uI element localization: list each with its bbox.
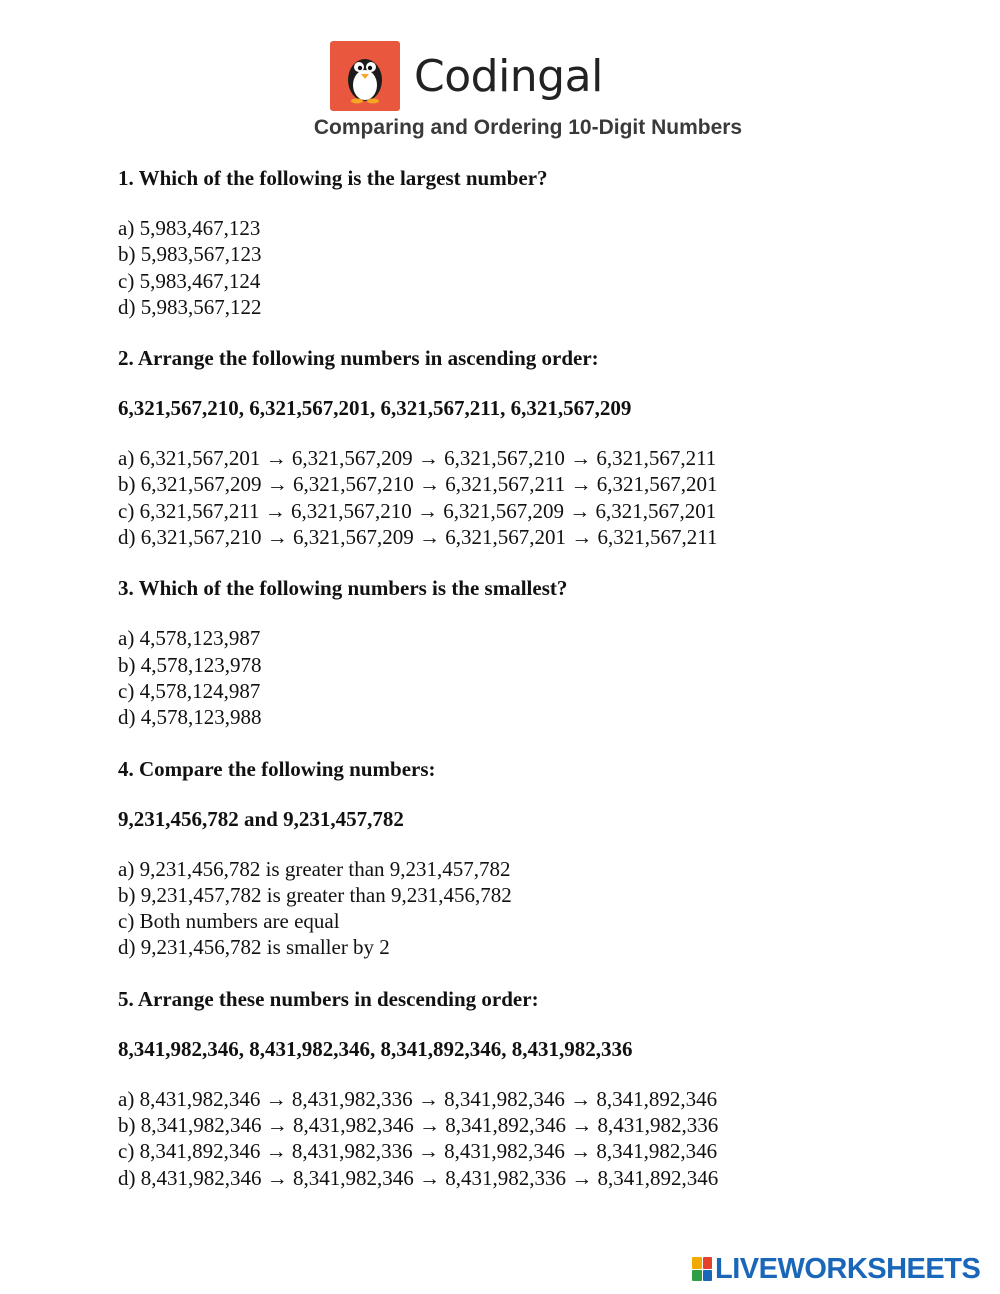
option-c[interactable]: c) 5,983,467,124 <box>118 268 261 293</box>
option-a[interactable]: a) 8,431,982,346 → 8,431,982,336 → 8,341,982,346 → 8,341,892,346 <box>118 1086 718 1111</box>
option-b[interactable]: b) 8,341,982,346 → 8,431,982,346 → 8,341,892,346 → 8,431,982,336 <box>118 1113 719 1138</box>
option-list <box>118 445 978 550</box>
option-a[interactable]: a) 9,231,456,782 is greater than 9,231,457,782 <box>118 856 511 881</box>
question-5 <box>118 986 978 1191</box>
option-b[interactable]: b) 4,578,123,978 <box>118 652 262 677</box>
liveworksheets-mark-icon <box>692 1257 712 1281</box>
liveworksheets-logo <box>692 1254 980 1284</box>
question-4 <box>118 756 978 961</box>
option-c[interactable]: c) 4,578,124,987 <box>118 678 261 703</box>
question-title: 5. Arrange these numbers in descending order: <box>118 986 539 1011</box>
question-numbers: 9,231,456,782 and 9,231,457,782 <box>118 806 404 831</box>
option-c[interactable]: c) 8,341,892,346 → 8,431,982,336 → 8,431,982,346 → 8,341,982,346 <box>118 1139 718 1164</box>
option-d[interactable]: d) 6,321,567,210 → 6,321,567,209 → 6,321,567,201 → 6,321,567,211 <box>118 525 718 550</box>
option-b[interactable]: b) 9,231,457,782 is greater than 9,231,456,782 <box>118 882 512 907</box>
question-3 <box>118 575 978 730</box>
question-2 <box>118 345 978 550</box>
option-d[interactable]: d) 8,431,982,346 → 8,341,982,346 → 8,431,982,336 → 8,341,892,346 <box>118 1165 719 1190</box>
worksheet-title: Comparing and Ordering 10-Digit Numbers <box>313 116 743 139</box>
question-numbers: 6,321,567,210, 6,321,567,201, 6,321,567,211, 6,321,567,209 <box>118 396 632 421</box>
option-d[interactable]: d) 5,983,567,122 <box>118 294 262 319</box>
question-title: 2. Arrange the following numbers in ascending order: <box>118 346 599 371</box>
option-c[interactable]: c) Both numbers are equal <box>118 909 340 934</box>
option-d[interactable]: d) 4,578,123,988 <box>118 705 262 730</box>
option-list <box>118 856 978 961</box>
worksheet-body <box>118 165 978 1216</box>
question-title: 3. Which of the following numbers is the smallest? <box>118 576 568 601</box>
option-a[interactable]: a) 5,983,467,123 <box>118 216 261 240</box>
option-c[interactable]: c) 6,321,567,211 → 6,321,567,210 → 6,321,567,209 → 6,321,567,201 <box>118 498 717 523</box>
option-list <box>118 215 978 320</box>
option-d[interactable]: d) 9,231,456,782 is smaller by 2 <box>118 935 390 960</box>
codingal-logo <box>330 41 603 111</box>
option-list <box>118 1086 978 1191</box>
logo-text: Codingal <box>414 50 603 102</box>
option-b[interactable]: b) 6,321,567,209 → 6,321,567,210 → 6,321,567,211 → 6,321,567,201 <box>118 472 718 497</box>
question-numbers: 8,341,982,346, 8,431,982,346, 8,341,892,346, 8,431,982,336 <box>118 1036 633 1061</box>
option-b[interactable]: b) 5,983,567,123 <box>118 242 262 267</box>
question-1 <box>118 165 978 320</box>
penguin-icon <box>330 41 400 111</box>
brand-text: LIVEWORKSHEETS <box>715 1252 981 1285</box>
option-a[interactable]: a) 4,578,123,987 <box>118 626 261 651</box>
option-a[interactable]: a) 6,321,567,201 → 6,321,567,209 → 6,321,567,210 → 6,321,567,211 <box>118 446 717 471</box>
question-title: 1. Which of the following is the largest number? <box>118 166 548 190</box>
option-list <box>118 625 978 730</box>
question-title: 4. Compare the following numbers: <box>118 756 436 781</box>
